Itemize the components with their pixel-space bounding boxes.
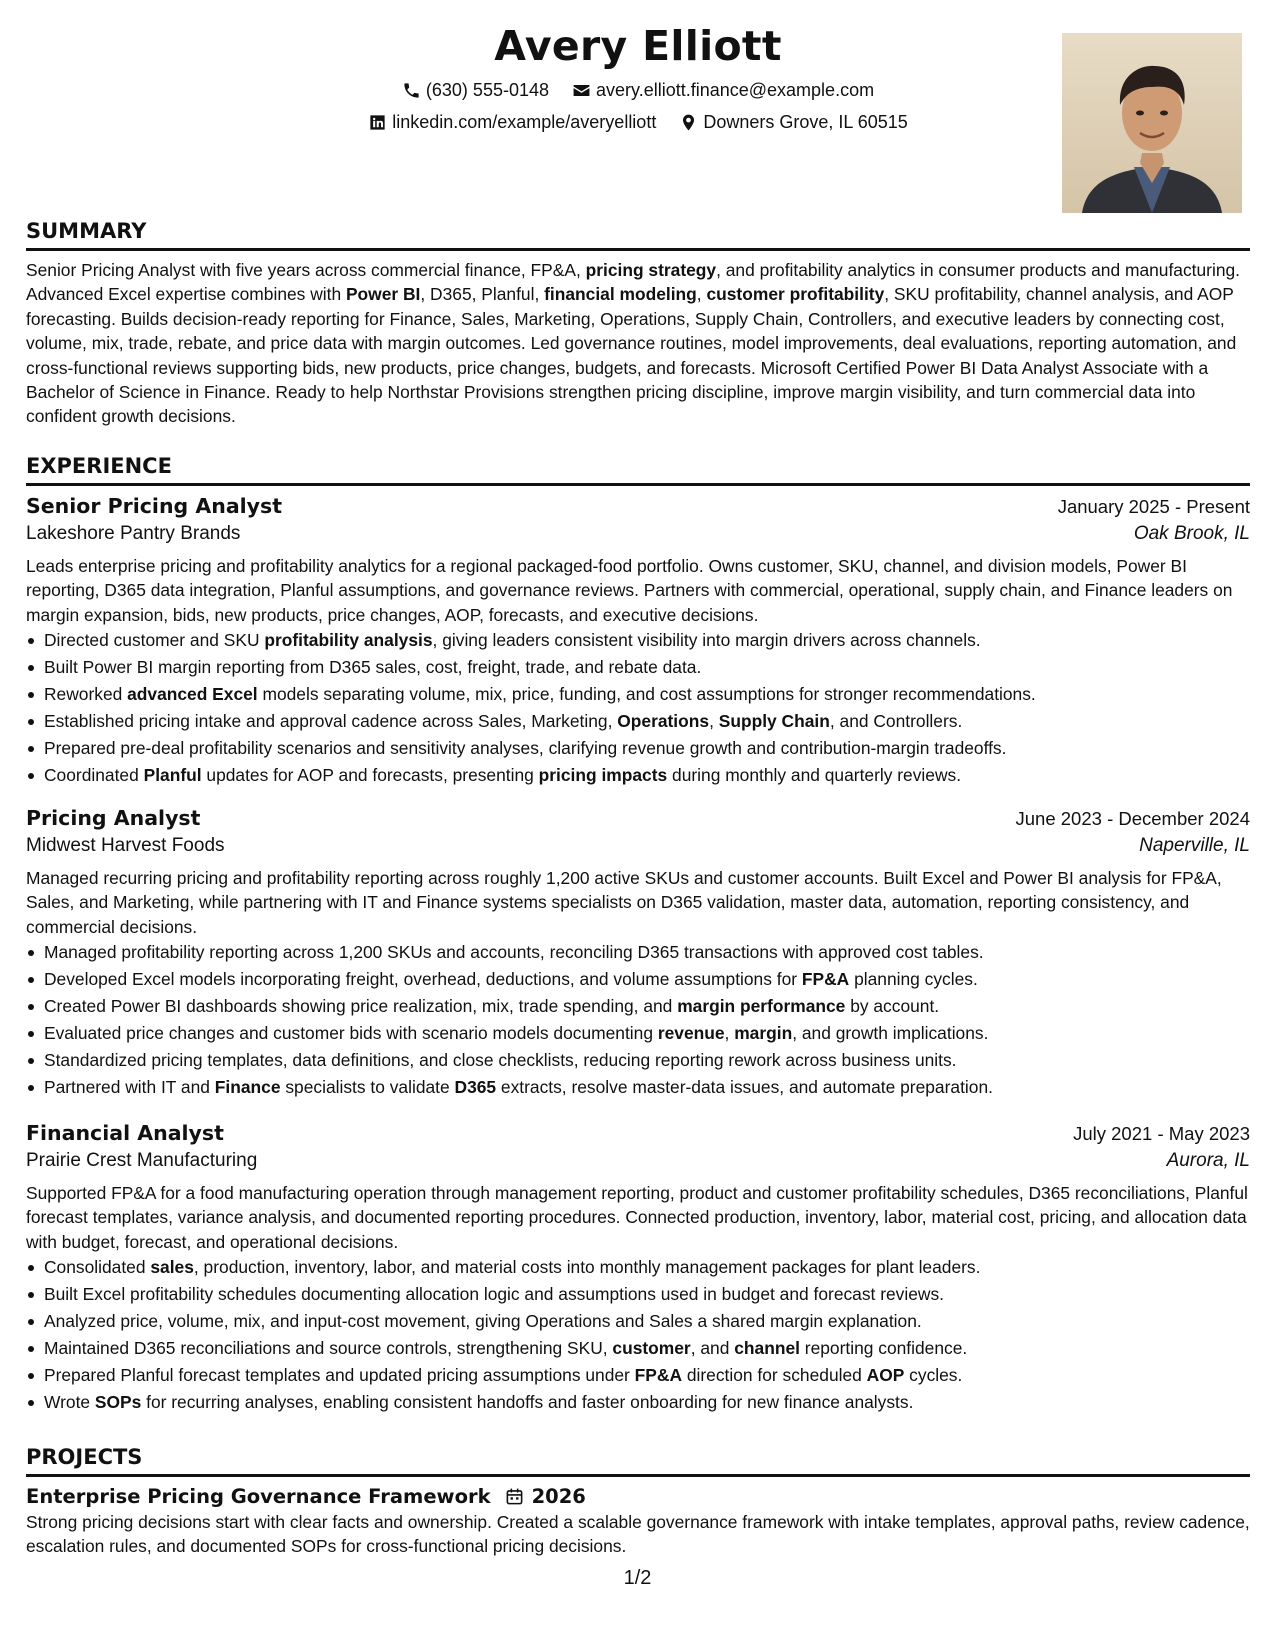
job-bullets (26, 939, 1250, 1101)
linkedin-icon (368, 113, 387, 132)
project-title: Enterprise Pricing Governance Framework (26, 1485, 491, 1508)
job-entry (26, 494, 1250, 789)
bullet-item: Built Power BI margin reporting from D365 sales, cost, freight, trade, and rebate data. (44, 654, 1250, 681)
bullet-item: Prepared pre-deal profitability scenarios and sensitivity analyses, clarifying revenue growth and contribution-margin tradeoffs. (44, 735, 1250, 762)
summary-text: Senior Pricing Analyst with five years across commercial finance, FP&A, pricing strategy, and profitability analytics in consumer products and manufacturing. Advanced Excel expertise combines with Power BI, D365, Planful, financial modeling, customer profitability, SKU profitability, channel analysis, and AOP forecasting. Builds decision-ready reporting for Finance, Sales, Marketing, Operations, Supply Chain, Controllers, and executive leaders by connecting cost, volume, mix, trade, rebate, and price data with margin outcomes. Led governance routines, model improvements, deal evaluations, reporting automation, and cross-functional reviews supporting bids, new products, price changes, budgets, and forecasts. Microsoft Certified Power BI Data Analyst Associate with a Bachelor of Science in Finance. Ready to help Northstar Provisions strengthen pricing discipline, improve margin visibility, and turn commercial data into confident growth decisions. (26, 260, 1241, 427)
contact-location (679, 112, 907, 133)
experience-heading: EXPERIENCE (26, 452, 1250, 486)
email-text[interactable]: avery.elliott.finance@example.com (596, 80, 875, 100)
project-description: Strong pricing decisions start with clear facts and ownership. Created a scalable governance framework with intake templates, approval paths, review cadence, escalation rules, and documented SOPs for cross-functional pricing decisions. (26, 1512, 1250, 1557)
contact-email[interactable] (572, 80, 874, 101)
bullet-item: Created Power BI dashboards showing price realization, mix, trade spending, and margin performance by account. (44, 993, 1250, 1020)
projects-heading: PROJECTS (26, 1443, 1250, 1477)
job-dates: January 2025 - Present (1057, 496, 1250, 517)
location-text: Downers Grove, IL 60515 (703, 112, 908, 132)
contact-linkedin[interactable] (368, 112, 656, 133)
experience-section (26, 452, 1250, 486)
bullet-item: Consolidated sales, production, inventory, labor, and material costs into monthly management packages for plant leaders. (44, 1254, 1250, 1281)
job-description: Leads enterprise pricing and profitability analytics for a regional packaged-food portfolio. Owns customer, SKU, channel, and division models, Power BI reporting, D365 data integration, Planful assumptions, and governance reviews. Partners with commercial, operational, supply chain, and Finance leaders on margin expansion, bids, new products, price changes, AOP, forecasts, and executive decisions. (26, 556, 1233, 625)
job-location: Naperville, IL (1139, 835, 1250, 856)
job-bullets (26, 1254, 1250, 1416)
bullet-item: Standardized pricing templates, data definitions, and close checklists, reducing reporting rework across business units. (44, 1047, 1250, 1074)
bullet-item: Evaluated price changes and customer bids with scenario models documenting revenue, margin, and growth implications. (44, 1020, 1250, 1047)
job-title: Senior Pricing Analyst (26, 494, 283, 518)
summary-heading: SUMMARY (26, 217, 1250, 251)
project-title-row (26, 1485, 1250, 1508)
bullet-item: Built Excel profitability schedules documenting allocation logic and assumptions used in budget and forecast reviews. (44, 1281, 1250, 1308)
job-location: Oak Brook, IL (1133, 523, 1250, 544)
envelope-icon (572, 81, 591, 100)
job-entry (26, 806, 1250, 1101)
map-pin-icon (679, 113, 698, 132)
bullet-item: Established pricing intake and approval cadence across Sales, Marketing, Operations, Supply Chain, and Controllers. (44, 708, 1250, 735)
job-description: Supported FP&A for a food manufacturing operation through management reporting, product and customer profitability schedules, D365 reconciliations, Planful forecast templates, variance analysis, and documented reporting procedures. Connected production, inventory, labor, material cost, pricing, and allocation data with budget, forecast, and operational decisions. (26, 1183, 1248, 1252)
job-entry (26, 1121, 1250, 1416)
bullet-item: Wrote SOPs for recurring analyses, enabling consistent handoffs and faster onboarding for new finance analysts. (44, 1389, 1250, 1416)
projects-section (26, 1443, 1250, 1559)
bullet-item: Managed profitability reporting across 1,200 SKUs and accounts, reconciling D365 transactions with approved cost tables. (44, 939, 1250, 966)
phone-icon (402, 81, 421, 100)
bullet-item: Developed Excel models incorporating freight, overhead, deductions, and volume assumptions for FP&A planning cycles. (44, 966, 1250, 993)
job-description: Managed recurring pricing and profitability reporting across roughly 1,200 active SKUs and customer accounts. Built Excel and Power BI analysis for FP&A, Sales, and Marketing, while partnering with IT and Finance systems specialists on D365 validation, master data, automation, reporting consistency, and commercial decisions. (26, 868, 1222, 937)
resume-page (26, 0, 1250, 1557)
contact-phone (402, 80, 549, 101)
bullet-item: Directed customer and SKU profitability analysis, giving leaders consistent visibility into margin drivers across channels. (44, 627, 1250, 654)
job-dates: July 2021 - May 2023 (1073, 1123, 1250, 1144)
resume-header (26, 0, 1250, 212)
summary-section (26, 217, 1250, 429)
job-dates: June 2023 - December 2024 (1015, 808, 1250, 829)
bullet-item: Maintained D365 reconciliations and source controls, strengthening SKU, customer, and channel reporting confidence. (44, 1335, 1250, 1362)
job-bullets (26, 627, 1250, 789)
phone-text: (630) 555-0148 (425, 80, 549, 100)
page-number: 1/2 (623, 1567, 652, 1589)
job-company: Midwest Harvest Foods (26, 835, 225, 856)
bullet-item: Reworked advanced Excel models separating volume, mix, price, funding, and cost assumptions for stronger recommendations. (44, 681, 1250, 708)
project-year: 2026 (505, 1485, 586, 1508)
job-title: Financial Analyst (26, 1121, 224, 1145)
job-location: Aurora, IL (1166, 1150, 1250, 1171)
calendar-icon (505, 1487, 524, 1506)
bullet-item: Analyzed price, volume, mix, and input-cost movement, giving Operations and Sales a shared margin explanation. (44, 1308, 1250, 1335)
bullet-item: Coordinated Planful updates for AOP and forecasts, presenting pricing impacts during monthly and quarterly reviews. (44, 762, 1250, 789)
job-company: Prairie Crest Manufacturing (26, 1150, 258, 1171)
candidate-name: Avery Elliott (494, 22, 782, 70)
linkedin-text[interactable]: linkedin.com/example/averyelliott (392, 112, 657, 132)
profile-photo (1062, 33, 1242, 213)
job-title: Pricing Analyst (26, 806, 201, 830)
bullet-item: Prepared Planful forecast templates and updated pricing assumptions under FP&A direction for scheduled AOP cycles. (44, 1362, 1250, 1389)
bullet-item: Partnered with IT and Finance specialists to validate D365 extracts, resolve master-data issues, and automate preparation. (44, 1074, 1250, 1101)
job-company: Lakeshore Pantry Brands (26, 523, 241, 544)
